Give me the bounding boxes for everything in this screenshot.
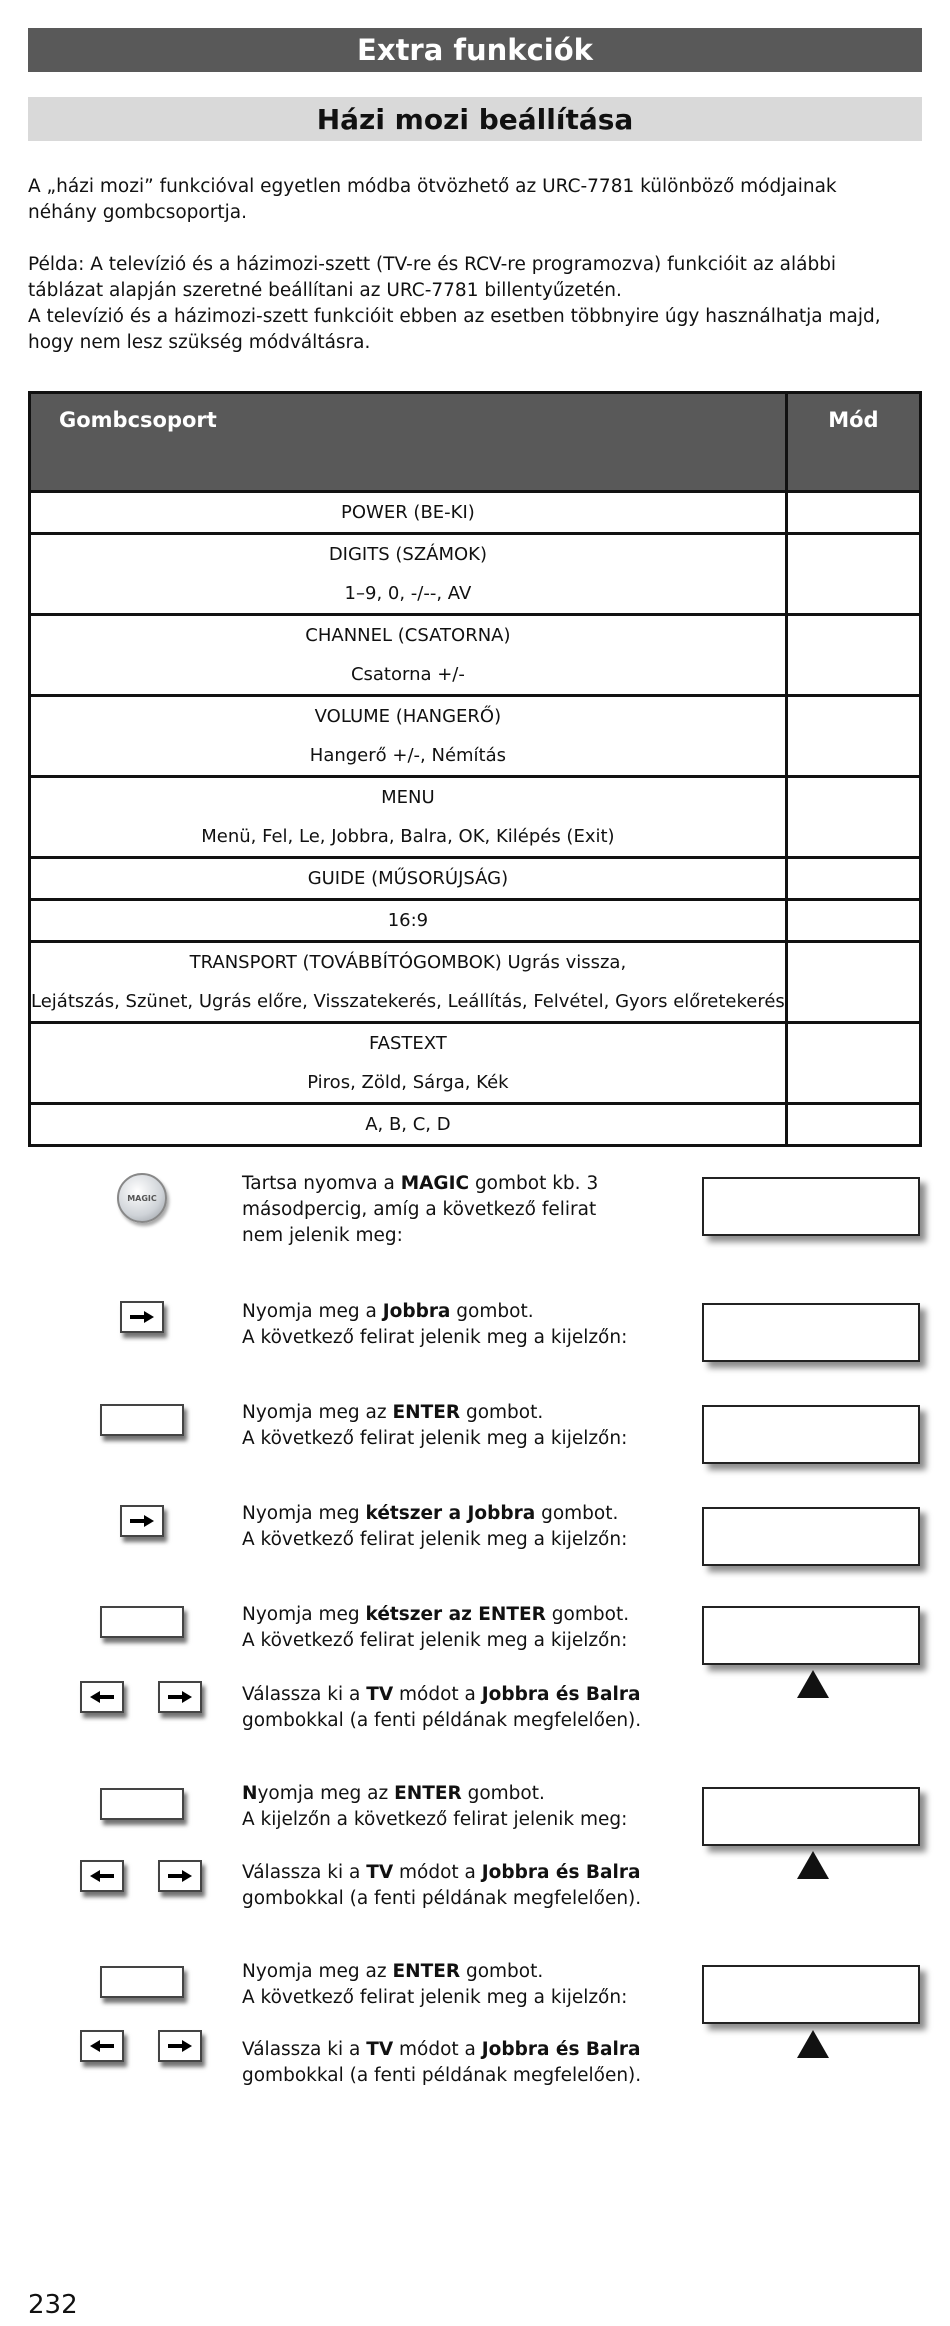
step-text-segment: A következő felirat jelenik meg a kijelzőn: [242,1428,628,1449]
group-cell [30,492,787,534]
group-cell-line: 16:9 [387,910,429,931]
mode-cell [786,777,920,858]
left-arrow-button-icon [80,1860,124,1892]
step-2-text [242,1299,672,1351]
group-cell [30,858,787,900]
pointer-triangle-icon [797,1851,829,1879]
step-text-segment: A következő felirat jelenik meg a kijelzőn: [242,1327,628,1348]
mode-cell [786,942,920,1023]
right-arrow-button-icon [120,1301,164,1333]
step-text-segment: A következő felirat jelenik meg a kijelzőn: [242,1630,628,1651]
step-text-segment: gombokkal (a fenti példának megfelelően). [242,1710,642,1731]
table-row [30,696,921,777]
step-text-segment: Nyomja meg a [242,1301,383,1322]
right-arrow-button-icon [158,1681,202,1713]
step-text-segment: másodpercig, amíg a következő felirat [242,1199,597,1220]
step-text-segment: gombokkal (a fenti példának megfelelően). [242,2065,642,2086]
step-text-segment: Tartsa nyomva a [242,1173,401,1194]
display-box-2 [702,1303,920,1362]
step-10-text [242,2037,672,2089]
enter-button-icon [100,1404,184,1436]
display-box-4 [702,1507,920,1566]
step-5-text [242,1602,672,1654]
table-row [30,615,921,696]
group-cell [30,1023,787,1104]
step-text-segment: Nyomja meg [242,1503,366,1524]
group-cell-line: Menü, Fel, Le, Jobbra, Balra, OK, Kilépés (Exit) [201,826,615,847]
mode-cell [786,492,920,534]
magic-button-icon [117,1173,167,1223]
table-row [30,777,921,858]
display-box-1 [702,1177,920,1236]
mode-cell [786,696,920,777]
section-title-bar [28,28,922,72]
step-text-segment: A következő felirat jelenik meg a kijelzőn: [242,1529,628,1550]
step-8-text [242,1860,672,1912]
group-cell [30,900,787,942]
intro-paragraph: A „házi mozi” funkcióval egyetlen módba ötvözhető az URC-7781 különböző módjainak néhány gombcsoportja. [28,176,837,223]
group-cell-line: POWER (BE-KI) [341,502,475,523]
step-text-segment: módot a [393,1862,482,1883]
step-text-segment: gombot. [450,1301,534,1322]
display-box-3 [702,1405,920,1464]
display-box-7 [702,1965,920,2024]
step-9-text [242,1959,672,2011]
step-text-segment: Nyomja meg [242,1604,366,1625]
step-bold-text: Jobbra és Balra [481,1862,641,1883]
group-cell-line: VOLUME (HANGERŐ) [314,706,502,727]
group-cell-line: 1–9, 0, -/--, AV [344,583,472,604]
step-bold-text: kétszer az ENTER [365,1604,546,1625]
enter-button-icon [100,1966,184,1998]
step-6-text [242,1682,672,1734]
table-row [30,534,921,615]
group-cell-line: Lejátszás, Szünet, Ugrás előre, Visszatekerés, Leállítás, Felvétel, Gyors előretekerés [31,991,785,1012]
group-cell-line: CHANNEL (CSATORNA) [305,625,511,646]
table-row [30,1104,921,1146]
group-cell-line: GUIDE (MŰSORÚJSÁG) [307,868,509,889]
pointer-triangle-icon [797,1670,829,1698]
display-box-6 [702,1787,920,1846]
step-bold-text: TV [366,1862,394,1883]
section-title: Extra funkciók [357,33,593,67]
table-body [30,492,921,1146]
magic-button-label: MAGIC [127,1193,157,1203]
subsection-title: Házi mozi beállítása [316,102,634,136]
step-bold-text: kétszer a Jobbra [365,1503,536,1524]
step-bold-text: ENTER [392,1961,461,1982]
group-cell [30,696,787,777]
mode-cell [786,1023,920,1104]
display-box-5 [702,1606,920,1665]
step-text-segment: Válassza ki a [242,1862,367,1883]
group-cell [30,942,787,1023]
group-cell [30,1104,787,1146]
group-cell-line: Piros, Zöld, Sárga, Kék [307,1072,509,1093]
group-cell [30,777,787,858]
group-cell [30,534,787,615]
subsection-title-bar [28,97,922,141]
step-bold-text: Jobbra [382,1301,451,1322]
page-number: 232 [28,2290,78,2320]
step-bold-text: ENTER [394,1783,462,1804]
mode-cell [786,615,920,696]
table-row [30,942,921,1023]
step-1-text [242,1171,672,1249]
mode-cell [786,858,920,900]
step-bold-text: Jobbra és Balra [481,1684,641,1705]
right-arrow-button-icon [158,2030,202,2062]
group-cell-line: MENU [381,787,435,808]
mode-cell [786,534,920,615]
example-paragraph: Példa: A televízió és a házimozi-szett (TV-re és RCV-re programozva) funkcióit az alábbi táblázat alapján szeretné beállítani az URC-7781 billentyűzetén. [28,254,837,301]
left-arrow-button-icon [80,2030,124,2062]
step-text-segment: gombot. [460,1961,544,1982]
step-bold-text: TV [366,2039,394,2060]
step-text-segment: gombot. [545,1604,630,1625]
pointer-triangle-icon [797,2030,829,2058]
step-text-segment: A következő felirat jelenik meg a kijelzőn: [242,1987,628,2008]
example-note-paragraph: A televízió és a házimozi-szett funkcióit ebben az esetben többnyire úgy használhatja majd, hogy nem lesz szükség módváltásra. [28,306,881,353]
step-text-segment: gombot kb. 3 [469,1173,599,1194]
mode-cell [786,900,920,942]
step-text-segment: A kijelzőn a következő felirat jelenik meg: [242,1809,628,1830]
table-row [30,900,921,942]
table-row [30,492,921,534]
step-text-segment: gombot. [461,1783,545,1804]
group-cell-line: TRANSPORT (TOVÁBBÍTÓGOMBOK) Ugrás vissza, [189,952,627,973]
enter-button-icon [100,1788,184,1820]
step-bold-text: ENTER [392,1402,461,1423]
table-row [30,1023,921,1104]
mode-cell [786,1104,920,1146]
enter-button-icon [100,1606,184,1638]
column-header-mode: Mód [786,393,920,492]
column-header-group: Gombcsoport [30,393,787,492]
step-text-segment: gombokkal (a fenti példának megfelelően). [242,1888,642,1909]
left-arrow-button-icon [80,1681,124,1713]
step-text-segment: yomja meg az [257,1783,395,1804]
step-text-segment: gombot. [460,1402,544,1423]
button-group-table [28,391,922,1147]
right-arrow-button-icon [158,1860,202,1892]
step-text-segment: Válassza ki a [242,2039,367,2060]
step-bold-text: TV [366,1684,394,1705]
step-text-segment: módot a [393,2039,482,2060]
step-text-segment: módot a [393,1684,482,1705]
step-text-segment: Nyomja meg az [242,1402,393,1423]
group-cell-line: FASTEXT [368,1033,447,1054]
group-cell-line: DIGITS (SZÁMOK) [328,544,487,565]
group-cell [30,615,787,696]
group-cell-line: A, B, C, D [365,1114,451,1135]
table-row [30,858,921,900]
step-bold-text: MAGIC [400,1173,470,1194]
group-cell-line: Csatorna +/- [350,664,465,685]
step-bold-text: N [242,1783,258,1804]
step-bold-text: Jobbra és Balra [481,2039,641,2060]
step-4-text [242,1501,672,1553]
step-text-segment: gombot. [535,1503,619,1524]
table-header-row [30,393,921,492]
step-text-segment: Nyomja meg az [242,1961,393,1982]
step-text-segment: nem jelenik meg: [242,1225,403,1246]
step-7-text [242,1781,672,1833]
group-cell-line: Hangerő +/-, Némítás [309,745,507,766]
step-3-text [242,1400,672,1452]
step-text-segment: Válassza ki a [242,1684,367,1705]
right-arrow-button-icon [120,1505,164,1537]
